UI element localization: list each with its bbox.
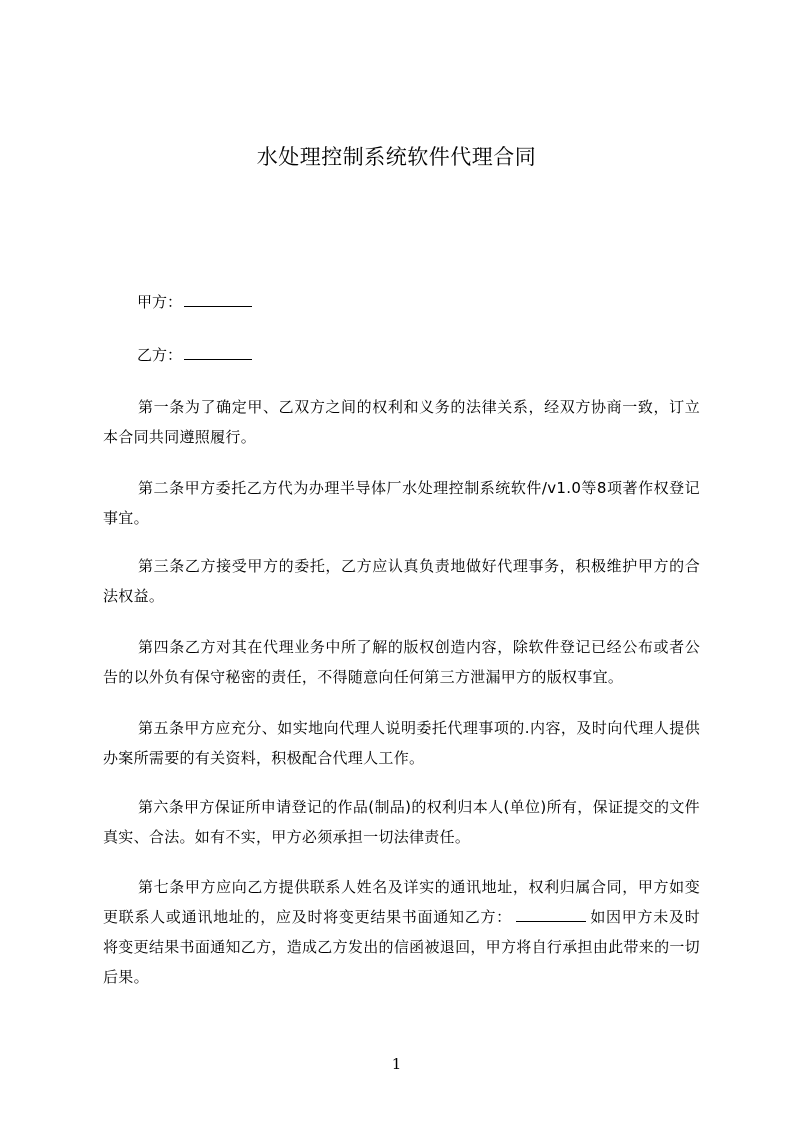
article-7-part-1: 第七条甲方应向乙方提供联系人姓名及详实的通讯地址，权利归属合同，甲方如变更联系人或通讯地址的，应及时将变更结果书面通知乙方：: [103, 878, 700, 926]
article-4: 第四条乙方对其在代理业务中所了解的版权创造内容，除软件登记已经公布或者公告的以外负有保守秘密的责任，不得随意向任何第三方泄漏甲方的版权事宜。: [103, 638, 700, 686]
article-5: 第五条甲方应充分、如实地向代理人说明委托代理事项的.内容，及时向代理人提供办案所需要的有关资料，积极配合代理人工作。: [103, 719, 700, 767]
article-2: 第二条甲方委托乙方代为办理半导体厂水处理控制系统软件/v1.0等8项著作权登记事宜。: [103, 479, 700, 527]
article-7-blank: [516, 907, 586, 922]
party-b-line: [137, 345, 252, 365]
article-7-part-2: 如因甲方未及时将变更结果书面通知乙方，造成乙方发出的信函被退回，甲方将自行承担由此带来的一切后果。: [103, 908, 700, 986]
party-a-blank: [184, 292, 252, 307]
article-3: 第三条乙方接受甲方的委托，乙方应认真负责地做好代理事务，积极维护甲方的合法权益。: [103, 557, 700, 605]
party-b-label: 乙方：: [137, 346, 183, 364]
article-1: 第一条为了确定甲、乙双方之间的权利和义务的法律关系，经双方协商一致，订立本合同共同遵照履行。: [103, 398, 700, 446]
article-6: 第六条甲方保证所申请登记的作品(制品)的权利归本人(单位)所有，保证提交的文件真实、合法。如有不实，甲方必须承担一切法律责任。: [103, 798, 700, 846]
page-number: 1: [391, 1055, 402, 1073]
article-7: [103, 872, 700, 992]
party-a-label: 甲方：: [137, 293, 183, 311]
party-a-line: [137, 292, 252, 312]
party-b-blank: [184, 345, 252, 360]
document-title: 水处理控制系统软件代理合同: [256, 145, 537, 169]
